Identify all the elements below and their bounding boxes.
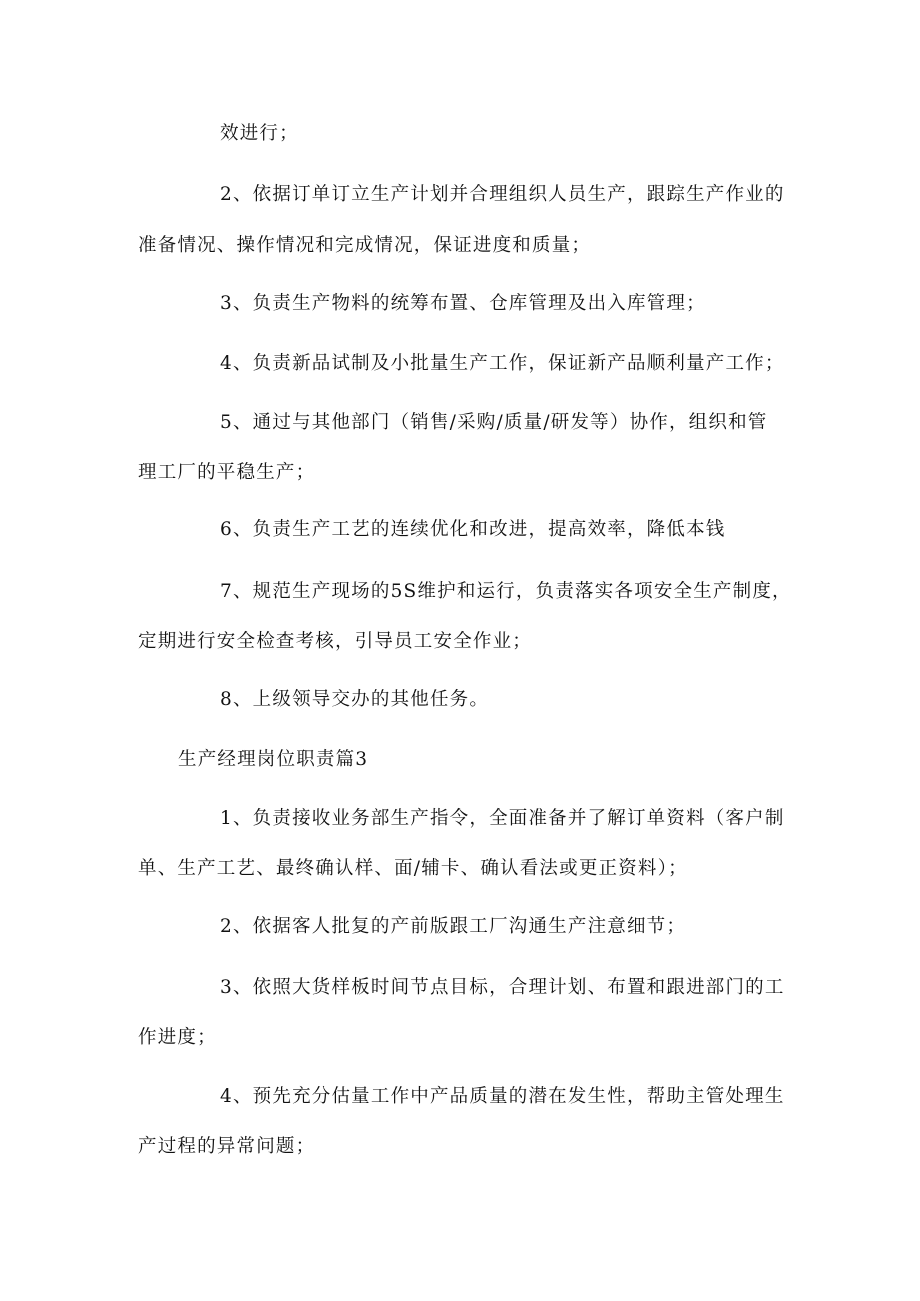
paragraph-line: 4、负责新品试制及小批量生产工作，保证新产品顺利量产工作；	[220, 353, 785, 374]
paragraph-line: 5、通过与其他部门（销售/采购/质量/研发等）协作，组织和管	[220, 412, 768, 433]
paragraph-line: 1、负责接收业务部生产指令，全面准备并了解订单资料（客户制	[220, 808, 785, 829]
paragraph-line: 理工厂的平稳生产；	[138, 462, 316, 483]
paragraph-line: 作进度；	[138, 1027, 217, 1048]
paragraph-line: 单、生产工艺、最终确认样、面/辅卡、确认看法或更正资料）；	[138, 858, 688, 879]
paragraph-line: 4、预先充分估量工作中产品质量的潜在发生性，帮助主管处理生	[220, 1086, 785, 1107]
paragraph-line: 准备情况、操作情况和完成情况，保证进度和质量；	[138, 235, 592, 256]
paragraph-line: 效进行；	[220, 123, 299, 144]
paragraph-line: 2、依据客人批复的产前版跟工厂沟通生产注意细节；	[220, 916, 687, 937]
section-heading: 生产经理岗位职责篇3	[178, 749, 369, 770]
paragraph-line: 2、依据订单订立生产计划并合理组织人员生产，跟踪生产作业的	[220, 184, 785, 205]
paragraph-line: 定期进行安全检查考核，引导员工安全作业；	[138, 631, 533, 652]
paragraph-line: 6、负责生产工艺的连续优化和改进，提高效率，降低本钱	[220, 519, 726, 540]
paragraph-line: 3、负责生产物料的统筹布置、仓库管理及出入库管理；	[220, 293, 706, 314]
paragraph-line: 产过程的异常问题；	[138, 1136, 316, 1157]
paragraph-line: 8、上级领导交办的其他任务。	[220, 689, 490, 710]
paragraph-line: 3、依照大货样板时间节点目标，合理计划、布置和跟进部门的工	[220, 977, 785, 998]
paragraph-line: 7、规范生产现场的5S维护和运行，负责落实各项安全生产制度，	[220, 581, 792, 602]
